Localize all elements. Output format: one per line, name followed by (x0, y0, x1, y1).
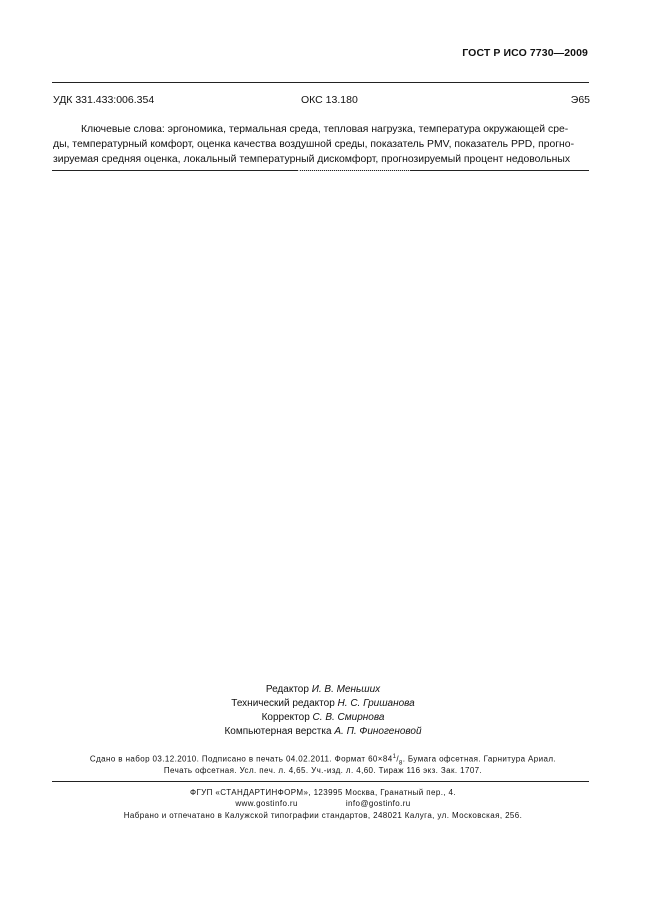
keywords-paragraph (53, 122, 589, 167)
keywords-line: зируемая средняя оценка, локальный температурный дискомфорт, прогнозируемый процент недовольных (53, 154, 571, 165)
publisher-email: info@gostinfo.ru (345, 799, 411, 808)
keywords-line: ды, температурный комфорт, оценка качества воздушной среды, показатель PMV, показатель PPD, прогно- (53, 139, 575, 150)
publisher-line-1: ФГУП «СТАНДАРТИНФОРМ», 123995 Москва, Гранатный пер., 4. (189, 788, 457, 797)
header-divider (52, 82, 589, 83)
publisher-website: www.gostinfo.ru (235, 799, 298, 808)
credits-block (0, 683, 646, 739)
imprint-divider (52, 781, 589, 782)
publisher-line-3: Набрано и отпечатано в Калужской типографии стандартов, 248021 Калуга, ул. Московская, 256. (123, 811, 523, 820)
bleed-mark (298, 170, 410, 171)
oks-code: ОКС 13.180 (301, 94, 358, 106)
credit-tech-editor: Технический редактор Н. С. Гришанова (231, 698, 415, 709)
credit-layout: Компьютерная верстка А. П. Финогеновой (224, 726, 422, 737)
udk-code: УДК 331.433:006.354 (53, 94, 155, 106)
group-code: Э65 (570, 94, 590, 106)
credit-proofreader: Корректор С. В. Смирнова (261, 712, 385, 723)
publisher-contacts (0, 799, 646, 808)
credit-editor: Редактор И. В. Меньших (265, 684, 381, 695)
standard-code: ГОСТ Р ИСО 7730—2009 (462, 47, 588, 59)
keywords-line: Ключевые слова: эргономика, термальная среда, тепловая нагрузка, температура окружающей сре- (81, 124, 569, 135)
imprint-line-1: Сдано в набор 03.12.2010. Подписано в печать 04.02.2011. Формат $60\times 84^1/_8$. Бумага офсетная. Гарнитура Ариал. (89, 754, 557, 767)
imprint-line-2: Печать офсетная. Усл. печ. л. 4,65. Уч.-изд. л. 4,60. Тираж 116 экз. Зак. 1707. (163, 766, 483, 775)
